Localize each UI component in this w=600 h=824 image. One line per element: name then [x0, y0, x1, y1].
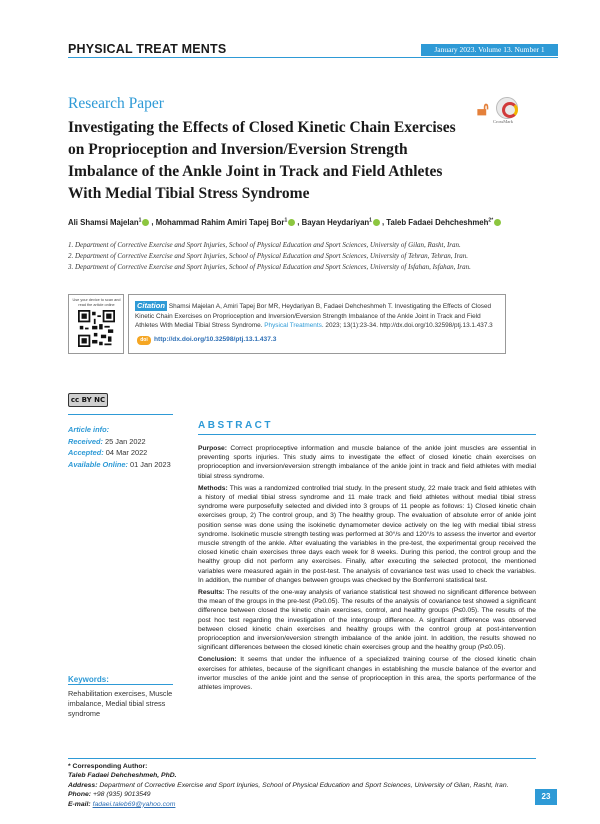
author-name: Bayan Heydariyan: [301, 217, 370, 227]
author-item: [68, 218, 151, 227]
author-affiliation-mark: 1: [138, 217, 142, 223]
author-name: Mohammad Rahim Amiri Tapej Bor: [155, 217, 285, 227]
address-row: [68, 781, 538, 790]
page-number: 23: [535, 789, 557, 805]
purpose-text: Correct proprioceptive information and muscle balance of the ankle joint muscles are essential in preventing sports injuries. This study aims to investigate the effect of closed kinetic chain exercises on proprioception and inversion/eversion strength imbalance of the ankle joint in track and field athletes with medial tibial stress syndrome.: [198, 445, 537, 480]
abstract-results: [198, 588, 536, 652]
abstract-conclusion: [198, 655, 536, 692]
author-item: [156, 218, 297, 227]
affiliation-list: [68, 240, 538, 273]
abstract-purpose: [198, 444, 536, 481]
keywords-divider: [68, 684, 173, 685]
citation-body: Shamsi Majelan A, Amiri Tapej Bor MR, Heydariyan B, Fadaei Dehcheshmeh T. Investigating the Effects of Closed Kinetic Chain Exercises on Proprioception and Inversion/Eversion Strength Imbalance of the Ankle Joint in Track and Field Athletes With Medial Tibial Stress Syndrome.: [135, 303, 492, 330]
paper-title: Investigating the Effects of Closed Kinetic Chain Exercises on Proprioception and Inversion/Eversion Strength Imbalance of the Ankle Joint in Track and Field Athletes With Medial Tibial Stress Syndrome: [68, 119, 456, 202]
conclusion-text: It seems that under the influence of a specialized training course of the closed kinetic chain exercises for athletes, because of the significant changes in establishing the muscle balance of the evertor and invertor muscles of the ankle joint and the sense of proprioception in this area, the sports performance of the athletes improves.: [198, 656, 536, 692]
methods-text: This was a randomized controlled trial study. In the present study, 22 male track and field athletes with a history of medial tibial stress syndrome and 11 male track and field athletes without medial tibial stress syndrome were purposefully selected and divided into 3 groups of 11 people as follows: 1) Closed kinetic chain exercises group, 2) The control group, and 3) The healthy group. The evaluation of absolute error of ankle joint position sense was done using the isokinetic dynamometer device actively on the leg with medial tibial stress syndrome. Isokinetic muscle strength testing was performed at 30°/s and 120°/s to assess the invertor and evertor muscle strength of the ankle. After evaluating the variables in the pre-test, the experimental group received the closed kinetic chain exercises three days each week for 8 weeks. During this period, the control group and the healthy group did not perform any exercises. Finally, after executing the selected protocol, the mentioned variables were measured again in the post-test. The analysis of covariance test was used to check the variables. In addition, the number of changes between groups was checked by the Bonferroni statistical test.: [198, 484, 536, 584]
paper-type: Research Paper: [68, 95, 164, 112]
abstract-divider: [198, 434, 536, 435]
citation-journal-link[interactable]: Physical Treatments: [264, 322, 322, 330]
abstract-body: [198, 444, 536, 695]
author-item: [302, 218, 382, 227]
phone-row: [68, 790, 538, 799]
author-name: Taleb Fadaei Dehcheshmeh: [386, 217, 489, 227]
keywords-heading: Keywords:: [68, 675, 109, 684]
phone-value: +98 (935) 9013549: [92, 791, 151, 799]
affiliation-item: 3. Department of Corrective Exercise and Sport Injuries, School of Physical Education and Sport Sciences, University of Isfahan, Isfahan, Iran.: [68, 263, 471, 271]
doi-link[interactable]: http://dx.doi.org/10.32598/ptj.13.1.437.3: [154, 336, 277, 343]
creative-commons-icon[interactable]: cc BY NC: [68, 393, 108, 407]
crossmark-label: CrossMark: [493, 119, 513, 124]
author-list: Ali Shamsi Majelan$^1$ , Mohammad Rahim Amiri Tapej Bor$^1$ , Bayan Heydariyan$^1$ , Taleb Fadaei Dehcheshmeh$^{2*}$: [68, 217, 538, 227]
corresponding-author: [68, 762, 538, 809]
purpose-label: Purpose:: [198, 445, 227, 452]
left-divider: [68, 414, 173, 415]
corresponding-divider: [68, 758, 536, 759]
journal-name: PHYSICAL TREAT MENTS: [68, 42, 227, 56]
received-label: Received:: [68, 436, 103, 446]
article-info: [68, 424, 171, 470]
received-date: 25 Jan 2022: [104, 436, 146, 446]
article-info-heading: Article info:: [68, 425, 110, 434]
address-label: Address:: [68, 781, 98, 789]
email-row: [68, 800, 538, 809]
methods-label: Methods:: [198, 484, 228, 492]
received-row: [68, 436, 171, 448]
author-affiliation-mark: 1: [369, 217, 372, 223]
results-label: Results:: [198, 589, 225, 597]
qr-caption: Use your device to scan and read the article online: [72, 298, 121, 307]
conclusion-label: Conclusion:: [198, 656, 237, 664]
doi-icon: doi: [137, 336, 151, 345]
email-label: E-mail:: [68, 800, 91, 808]
citation-rest: . 2023; 13(1):23-34. http://dx.doi.org/10.32598/ptj.13.1.437.3: [321, 322, 493, 330]
address-value: Department of Corrective Exercise and Sport Injuries, School of Physical Education and Sport Sciences, University of Gilan, Rasht, Iran.: [99, 781, 509, 789]
results-text: The results of the one-way analysis of variance statistical test showed no significant difference between the mean of the groups in the pre-test (P≥0.05). The results of the analysis of covariance test showed a significant difference between closed the kinetic chain exercises, control, and healthy groups (P≤0.05). The results of the post hoc test regarding the investigation of the intergroup difference. A significant difference was observed between closed kinetic chain exercises and healthy groups with the control group at post-intervention proprioception and inversion/eversion strength imbalance of the ankle joint. In addition, the results showed no significant differences between the closed kinetic chain exercises group and the healthy group (P≤0.05).: [198, 589, 537, 652]
author-affiliation-mark: 2*: [488, 217, 494, 223]
accepted-date: 04 Mar 2022: [105, 448, 148, 457]
accepted-label: Accepted:: [68, 448, 104, 457]
accepted-row: [68, 447, 171, 459]
author-item: [386, 218, 503, 227]
badges: [477, 97, 519, 124]
affiliation-item: 1. Department of Corrective Exercise and Sport Injuries, School of Physical Education and Sport Sciences, University of Gilan, Rasht, Iran.: [68, 241, 461, 249]
online-row: [68, 459, 171, 471]
abstract-heading: ABSTRACT: [198, 420, 273, 431]
phone-label: Phone:: [68, 791, 92, 799]
issue-banner: January 2023. Volume 13. Number 1: [421, 44, 558, 56]
citation-box: [128, 294, 506, 354]
open-access-icon: 🔓︎: [477, 99, 489, 120]
email-link[interactable]: fadaei.taleb69@yahoo.com: [92, 800, 176, 808]
doi-row: [137, 336, 276, 345]
keywords-list: Rehabilitation exercises, Muscle imbalance, Medial tibial stress syndrome: [68, 689, 173, 718]
author-name: Ali Shamsi Majelan: [68, 217, 139, 227]
orcid-icon[interactable]: [494, 219, 501, 226]
header-divider: [68, 57, 558, 58]
qr-code-icon[interactable]: [78, 310, 115, 347]
abstract-methods: [198, 484, 536, 585]
page-header: [68, 40, 558, 60]
orcid-icon[interactable]: [142, 219, 149, 226]
corresponding-name: Taleb Fadaei Dehcheshmeh, PhD.: [68, 772, 177, 780]
crossmark-icon[interactable]: [496, 97, 518, 119]
online-label: Available Online:: [68, 459, 128, 469]
affiliation-item: 2. Department of Corrective Exercise and Sport Injuries, School of Physical Education and Sport Sciences, University of Tehran, Tehran, Iran.: [68, 252, 469, 260]
orcid-icon[interactable]: [373, 219, 380, 226]
qr-code-box: [68, 294, 124, 354]
citation-label: Citation: [137, 301, 165, 310]
corresponding-heading: * Corresponding Author:: [68, 763, 148, 770]
orcid-icon[interactable]: [288, 219, 295, 226]
author-affiliation-mark: 1: [284, 217, 288, 223]
citation-text: [135, 301, 500, 331]
online-date: 01 Jan 2023: [130, 459, 171, 469]
